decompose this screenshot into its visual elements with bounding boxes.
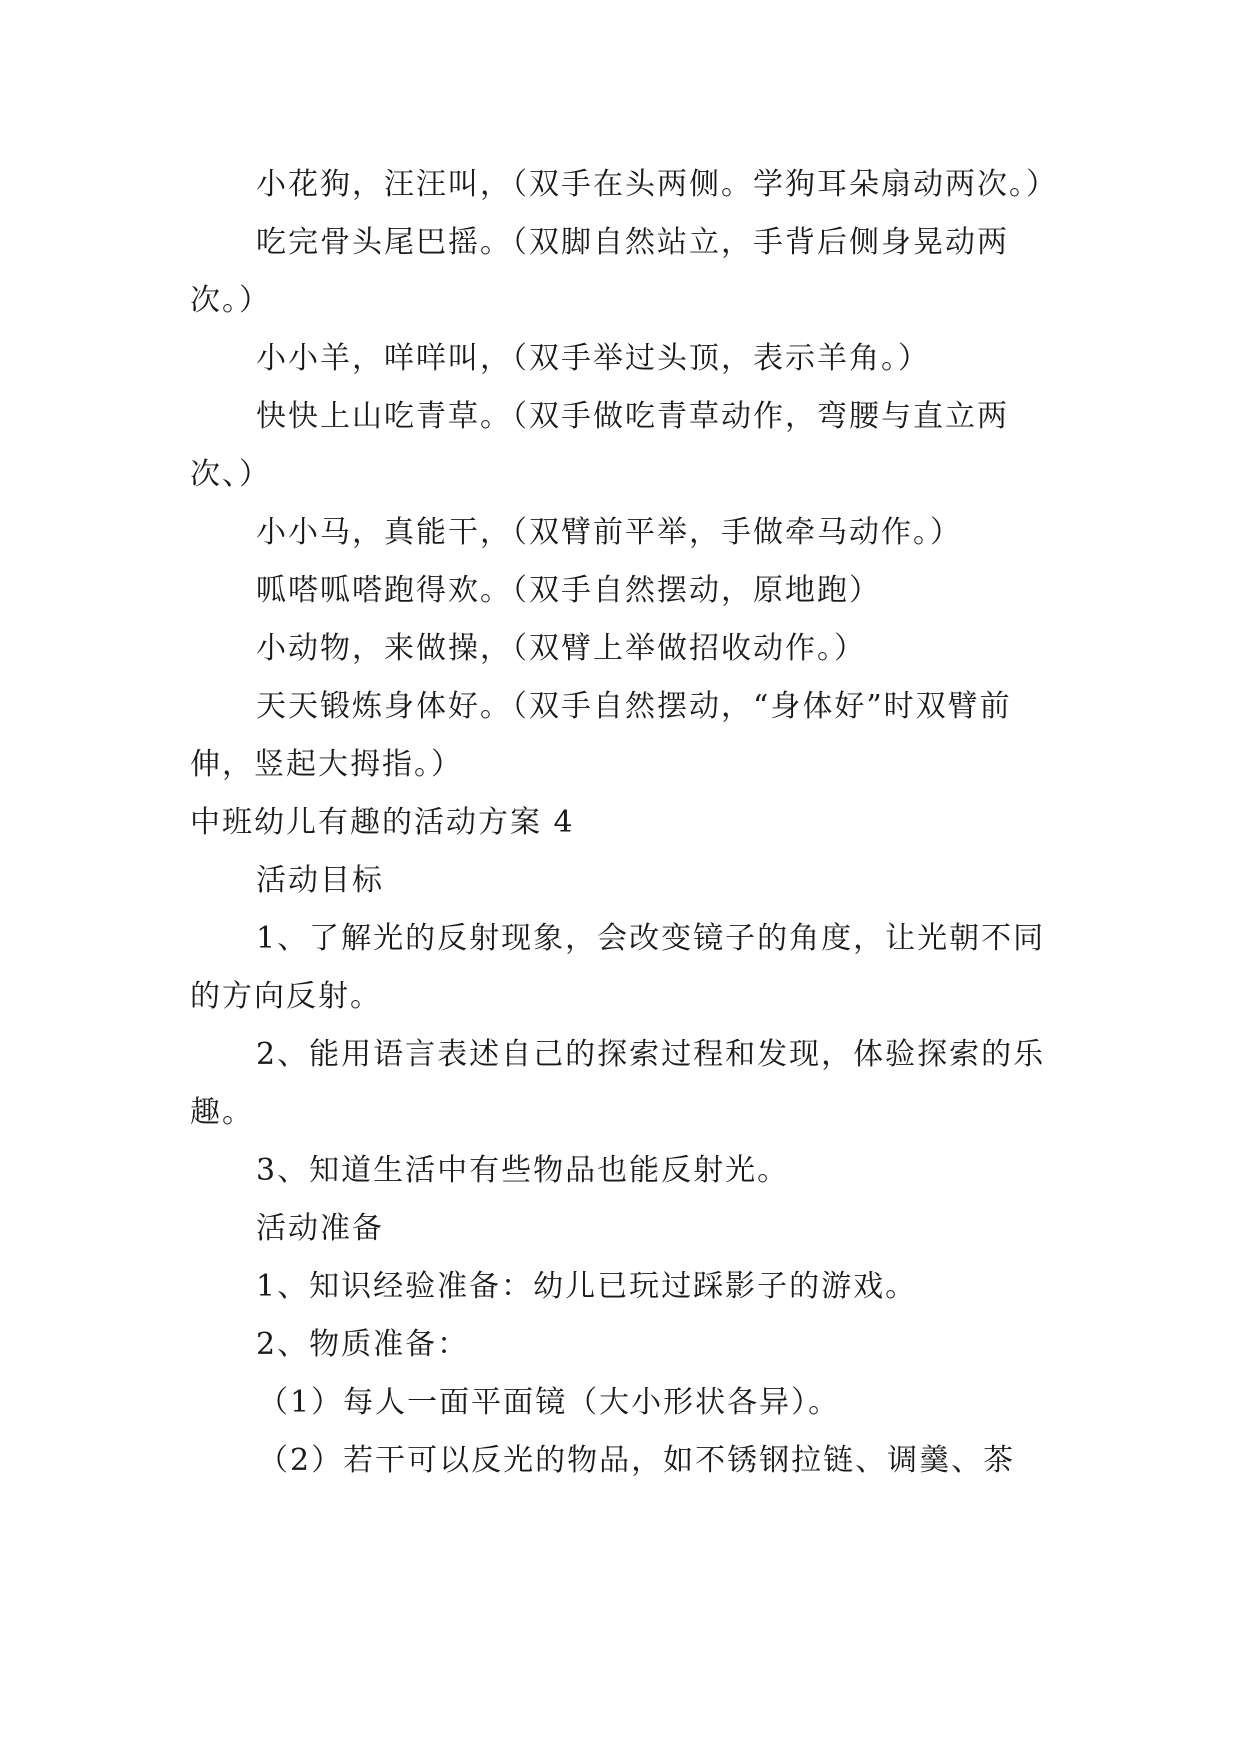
paragraph-dog-2: 吃完骨头尾巴摇。（双脚自然站立，手背后侧身晃动两次。） [190,225,1009,318]
goal-item-1: 1、了解光的反射现象，会改变镜子的角度，让光朝不同的方向反射。 [190,921,1046,1014]
material-item-1: （1）每人一面平面镜（大小形状各异）。 [258,1385,841,1420]
preparation-item-2: 2、物质准备： [256,1327,470,1362]
subheading-goals: 活动目标 [256,863,384,898]
goal-item-2: 2、能用语言表述自己的探索过程和发现，体验探索的乐趣。 [190,1037,1046,1130]
subheading-preparation: 活动准备 [256,1211,384,1246]
paragraph-sheep-1: 小小羊，咩咩叫，（双手举过头顶，表示羊角。） [256,341,930,376]
paragraph-exercise-2: 天天锻炼身体好。（双手自然摆动，“身体好”时双臂前伸，竖起大拇指。） [190,689,1012,782]
paragraph-horse-2: 呱嗒呱嗒跑得欢。（双手自然摆动，原地跑） [256,573,881,608]
material-item-2: （2）若干可以反光的物品，如不锈钢拉链、调羹、茶 [258,1443,1016,1478]
paragraph-sheep-2: 快快上山吃青草。（双手做吃青草动作，弯腰与直立两次、） [190,399,1009,492]
document-body [190,156,1058,1490]
goal-item-3: 3、知道生活中有些物品也能反射光。 [256,1153,790,1188]
paragraph-horse-1: 小小马，真能干，（双臂前平举，手做牵马动作。） [256,515,962,550]
paragraph-dog-1: 小花狗，汪汪叫，（双手在头两侧。学狗耳朵扇动两次。） [256,167,1058,202]
preparation-item-1: 1、知识经验准备：幼儿已玩过踩影子的游戏。 [256,1269,918,1304]
paragraph-exercise-1: 小动物，来做操，（双臂上举做招收动作。） [256,631,866,666]
section-heading: 中班幼儿有趣的活动方案 4 [190,805,575,840]
